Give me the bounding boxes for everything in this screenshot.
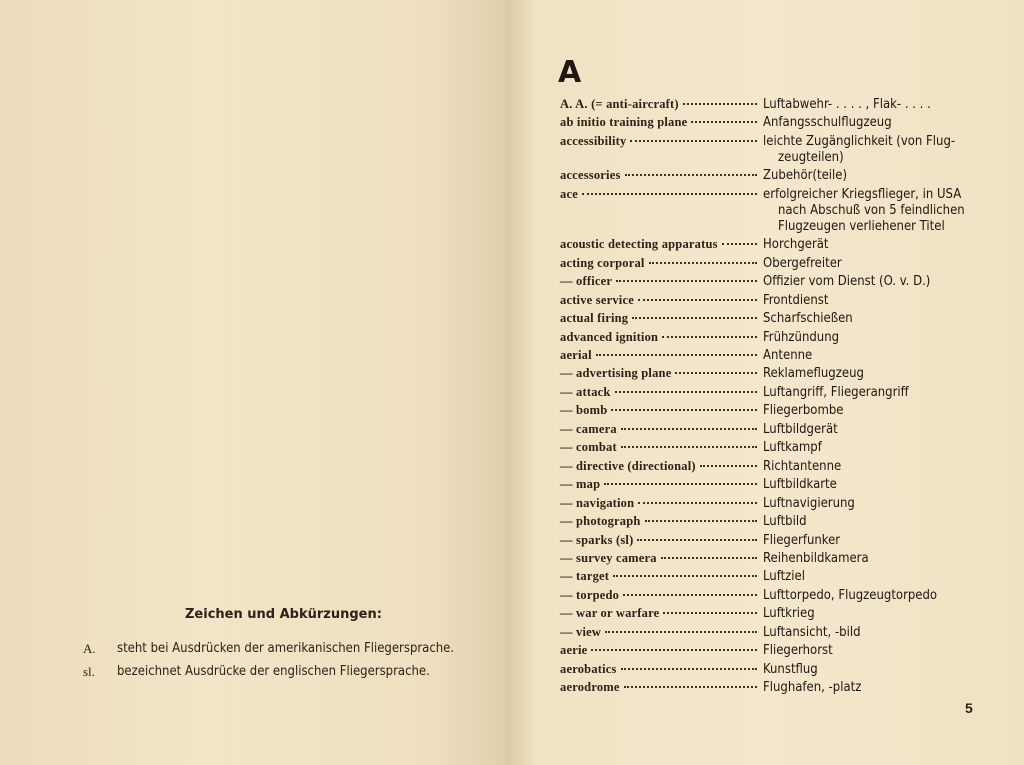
dot-leader (624, 686, 757, 688)
abbreviation-item (83, 641, 454, 657)
german-translation: Luftabwehr- . . . . , Flak- . . . . (763, 97, 931, 112)
english-term-cell (560, 272, 763, 290)
dot-leader (616, 280, 757, 282)
glossary-entry (560, 494, 1000, 512)
dot-leader (632, 317, 757, 319)
dot-leader (700, 465, 757, 467)
english-term-cell (560, 678, 763, 696)
dot-leader (662, 336, 757, 338)
glossary-entry (560, 272, 1000, 290)
dot-leader (596, 354, 757, 356)
glossary-entry (560, 364, 1000, 382)
glossary-entry (560, 678, 1000, 696)
dot-leader (675, 372, 757, 374)
english-term: aerodrome (560, 680, 620, 695)
english-term-cell (560, 420, 763, 438)
dot-leader (649, 262, 757, 264)
dot-leader (613, 575, 757, 577)
abbreviation-text: steht bei Ausdrücken der amerikanischen Fliegersprache. (117, 641, 455, 656)
dot-leader (638, 502, 757, 504)
german-translation: Reihenbildkamera (763, 550, 869, 566)
english-term-cell (560, 604, 763, 622)
english-term: — war or warfare (560, 606, 660, 621)
german-translation-continuation: nach Abschuß von 5 feindlichen (778, 203, 965, 219)
english-term-cell (560, 475, 763, 493)
english-term-cell (560, 549, 763, 567)
glossary-entry (560, 420, 1000, 438)
dot-leader (645, 520, 757, 522)
german-translation: Offizier vom Dienst (O. v. D.) (763, 274, 931, 290)
english-term-cell (560, 494, 763, 512)
english-term-cell (560, 113, 763, 131)
german-translation: Luftkrieg (763, 606, 815, 622)
english-term: — sparks (sl) (560, 532, 634, 547)
glossary-entry (560, 185, 1000, 203)
english-term: — bomb (560, 403, 608, 418)
english-term-cell (560, 660, 763, 678)
dot-leader (615, 391, 757, 393)
german-translation: Luftbildkarte (763, 477, 837, 493)
dot-leader (683, 103, 757, 105)
dot-leader (630, 140, 757, 142)
glossary-entry (560, 457, 1000, 475)
glossary-entry (560, 383, 1000, 401)
german-translation: Reklameflugzeug (763, 366, 864, 382)
english-term: accessories (560, 168, 621, 183)
german-translation: Luftansicht, -bild (763, 624, 861, 640)
english-term: acting corporal (560, 255, 645, 270)
german-translation-continuation: zeugteilen) (778, 150, 844, 166)
german-translation: Scharfschießen (763, 311, 853, 327)
german-translation: Zubehör(teile) (763, 168, 848, 184)
german-translation: Luftbild (763, 514, 807, 530)
dot-leader (663, 612, 757, 614)
dot-leader (605, 631, 757, 633)
glossary-entries (560, 95, 1000, 697)
english-term-cell (560, 586, 763, 604)
dot-leader (604, 483, 757, 485)
german-translation: Antenne (763, 347, 813, 363)
english-term: — camera (560, 421, 617, 436)
english-term-cell (560, 623, 763, 641)
dot-leader (625, 174, 757, 176)
dot-leader (591, 649, 757, 651)
english-term-cell (560, 132, 763, 150)
english-term-cell (560, 254, 763, 272)
dot-leader (582, 193, 757, 195)
english-term: — survey camera (560, 550, 657, 565)
english-term-cell (560, 567, 763, 585)
english-term: — torpedo (560, 587, 620, 602)
glossary-entry (560, 166, 1000, 184)
english-term: advanced ignition (560, 329, 659, 344)
english-term-cell (560, 457, 763, 475)
glossary-entry (560, 438, 1000, 456)
german-translation: Luftziel (763, 569, 806, 585)
english-term: accessibility (560, 133, 627, 148)
dot-leader (623, 594, 757, 596)
german-translation: Flughafen, -platz (763, 680, 862, 696)
glossary-entry (560, 475, 1000, 493)
glossary-entry (560, 95, 1000, 113)
dot-leader (691, 121, 757, 123)
german-translation: Luftkampf (763, 440, 822, 456)
english-term-cell (560, 185, 763, 203)
dot-leader (621, 428, 757, 430)
english-term: aerie (560, 643, 588, 658)
abbreviation-key: sl. (83, 664, 95, 679)
german-translation: Luftnavigierung (763, 495, 855, 511)
abbreviations-title: Zeichen und Abkürzungen: (185, 607, 382, 622)
english-term-cell (560, 166, 763, 184)
english-term-cell (560, 346, 763, 364)
glossary-entry (560, 641, 1000, 659)
glossary-entry (560, 549, 1000, 567)
english-term: acoustic detecting apparatus (560, 237, 718, 252)
german-translation: Anfangsschulflugzeug (763, 115, 892, 131)
german-translation: erfolgreicher Kriegsflieger, in USA (763, 186, 962, 202)
german-translation: Frontdienst (763, 292, 829, 308)
german-translation: Fliegerbombe (763, 403, 844, 419)
english-term-cell (560, 401, 763, 419)
dot-leader (637, 539, 757, 541)
german-translation: Obergefreiter (763, 255, 842, 271)
english-term: — directive (directional) (560, 458, 696, 473)
english-term: — advertising plane (560, 366, 672, 381)
german-translation: leichte Zugänglichkeit (von Flug- (763, 133, 956, 149)
section-letter: A (558, 55, 582, 90)
abbreviation-item (83, 664, 430, 680)
english-term-cell (560, 235, 763, 253)
english-term: — attack (560, 384, 611, 399)
page-number: 5 (965, 700, 973, 716)
english-term: ace (560, 186, 578, 201)
glossary-entry (560, 328, 1000, 346)
german-translation: Horchgerät (763, 237, 829, 253)
glossary-entry (560, 132, 1000, 150)
german-translation: Luftbildgerät (763, 421, 838, 437)
english-term-cell (560, 291, 763, 309)
german-translation-continuation: Flugzeugen verliehener Titel (778, 219, 945, 235)
english-term: — target (560, 569, 610, 584)
glossary-entry (560, 254, 1000, 272)
english-term-cell (560, 512, 763, 530)
glossary-entry (560, 512, 1000, 530)
german-translation: Fliegerfunker (763, 532, 841, 548)
glossary-entry (560, 604, 1000, 622)
german-translation: Luftangriff, Fliegerangriff (763, 384, 909, 400)
german-translation: Fliegerhorst (763, 643, 833, 659)
dot-leader (621, 446, 757, 448)
english-term: — officer (560, 274, 613, 289)
english-term: — view (560, 624, 602, 639)
english-term: — map (560, 477, 601, 492)
dot-leader (621, 668, 757, 670)
english-term-cell (560, 531, 763, 549)
german-translation: Frühzündung (763, 329, 840, 345)
english-term: aerobatics (560, 661, 617, 676)
dot-leader (722, 243, 757, 245)
english-term-cell (560, 438, 763, 456)
english-term-cell (560, 95, 763, 113)
english-term-cell (560, 641, 763, 659)
glossary-entry (560, 235, 1000, 253)
english-term: active service (560, 292, 634, 307)
glossary-entry (560, 586, 1000, 604)
english-term-cell (560, 309, 763, 327)
glossary-entry (560, 309, 1000, 327)
glossary-entry (560, 623, 1000, 641)
english-term: — photograph (560, 514, 641, 529)
english-term: — navigation (560, 495, 635, 510)
abbreviation-text: bezeichnet Ausdrücke der englischen Fliegersprache. (117, 664, 430, 679)
german-translation: Lufttorpedo, Flugzeugtorpedo (763, 587, 938, 603)
dot-leader (611, 409, 757, 411)
glossary-entry (560, 531, 1000, 549)
english-term-cell (560, 364, 763, 382)
glossary-entry (560, 346, 1000, 364)
left-page (0, 0, 505, 765)
english-term-cell (560, 328, 763, 346)
english-term-cell (560, 383, 763, 401)
english-term: actual firing (560, 311, 629, 326)
glossary-entry (560, 401, 1000, 419)
german-translation: Kunstflug (763, 661, 818, 677)
dot-leader (638, 299, 757, 301)
english-term: ab initio training plane (560, 115, 688, 130)
english-term: — combat (560, 440, 617, 455)
glossary-entry (560, 660, 1000, 678)
english-term: aerial (560, 347, 592, 362)
glossary-entry (560, 291, 1000, 309)
german-translation: Richtantenne (763, 458, 842, 474)
glossary-entry (560, 113, 1000, 131)
dot-leader (661, 557, 757, 559)
english-term: A. A. (= anti-aircraft) (560, 97, 679, 111)
glossary-entry (560, 567, 1000, 585)
abbreviation-key: A. (83, 641, 96, 656)
